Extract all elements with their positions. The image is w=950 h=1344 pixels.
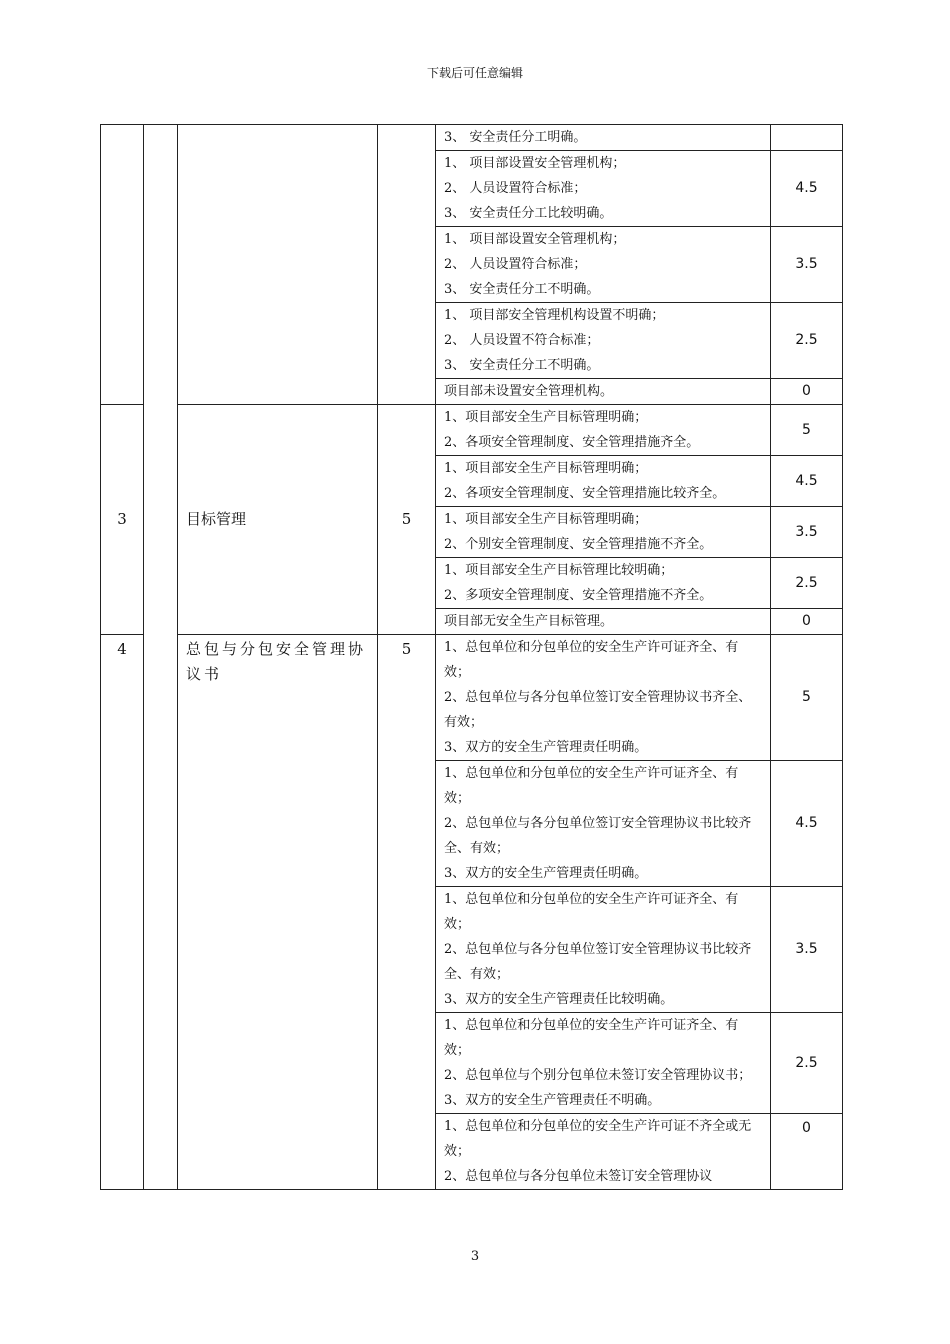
points-cell: 3.5 bbox=[771, 887, 843, 1013]
points-cell: 3.5 bbox=[771, 507, 843, 558]
item-cell bbox=[178, 125, 378, 405]
safety-scoring-table bbox=[100, 124, 843, 1190]
criteria-cell: 1、总包单位和分包单位的安全生产许可证不齐全或无效； 2、总包单位与各分包单位未签订安全管理协议 bbox=[436, 1114, 771, 1190]
item-number: 4 bbox=[101, 635, 144, 1190]
number-cell bbox=[101, 125, 144, 405]
criteria-cell: 1、总包单位和分包单位的安全生产许可证齐全、有效； 2、总包单位与各分包单位签订安全管理协议书比较齐全、有效； 3、双方的安全生产管理责任比较明确。 bbox=[436, 887, 771, 1013]
criteria-cell: 1、项目部安全生产目标管理明确； 2、个别安全管理制度、安全管理措施不齐全。 bbox=[436, 507, 771, 558]
score-cell bbox=[378, 125, 436, 405]
page-header: 下载后可任意编辑 bbox=[426, 66, 523, 80]
criteria-cell: 1、 项目部设置安全管理机构； 2、 人员设置符合标准； 3、 安全责任分工不明确。 bbox=[436, 227, 771, 303]
criteria-cell: 1、总包单位和分包单位的安全生产许可证齐全、有效； 2、总包单位与各分包单位签订安全管理协议书齐全、有效； 3、双方的安全生产管理责任明确。 bbox=[436, 635, 771, 761]
criteria-cell: 1、 项目部设置安全管理机构； 2、 人员设置符合标准； 3、 安全责任分工比较明确。 bbox=[436, 151, 771, 227]
table-row bbox=[101, 125, 843, 151]
points-cell: 2.5 bbox=[771, 303, 843, 379]
points-cell: 2.5 bbox=[771, 1013, 843, 1114]
criteria-cell: 1、项目部安全生产目标管理比较明确； 2、多项安全管理制度、安全管理措施不齐全。 bbox=[436, 558, 771, 609]
criteria-cell: 1、项目部安全生产目标管理明确； 2、各项安全管理制度、安全管理措施齐全。 bbox=[436, 405, 771, 456]
points-cell: 0 bbox=[771, 609, 843, 635]
item-name: 总包与分包安全管理协议书 bbox=[178, 635, 378, 1190]
table-row bbox=[101, 405, 843, 456]
points-cell: 4.5 bbox=[771, 761, 843, 887]
criteria-cell: 项目部无安全生产目标管理。 bbox=[436, 609, 771, 635]
points-cell: 5 bbox=[771, 635, 843, 761]
category-cell bbox=[144, 125, 178, 1190]
criteria-cell: 1、总包单位和分包单位的安全生产许可证齐全、有效； 2、总包单位与个别分包单位未签订安全管理协议书； 3、双方的安全生产管理责任不明确。 bbox=[436, 1013, 771, 1114]
table-row bbox=[101, 635, 843, 761]
item-score: 5 bbox=[378, 405, 436, 635]
points-cell: 0 bbox=[771, 1114, 843, 1190]
criteria-cell: 3、 安全责任分工明确。 bbox=[436, 125, 771, 151]
points-cell: 5 bbox=[771, 405, 843, 456]
points-cell bbox=[771, 125, 843, 151]
points-cell: 4.5 bbox=[771, 151, 843, 227]
item-number: 3 bbox=[101, 405, 144, 635]
points-cell: 3.5 bbox=[771, 227, 843, 303]
page-number: 3 bbox=[470, 1249, 480, 1264]
criteria-cell: 1、项目部安全生产目标管理明确； 2、各项安全管理制度、安全管理措施比较齐全。 bbox=[436, 456, 771, 507]
points-cell: 4.5 bbox=[771, 456, 843, 507]
points-cell: 2.5 bbox=[771, 558, 843, 609]
item-name: 目标管理 bbox=[178, 405, 378, 635]
criteria-cell: 1、总包单位和分包单位的安全生产许可证齐全、有效； 2、总包单位与各分包单位签订安全管理协议书比较齐全、有效； 3、双方的安全生产管理责任明确。 bbox=[436, 761, 771, 887]
criteria-cell: 项目部未设置安全管理机构。 bbox=[436, 379, 771, 405]
item-score: 5 bbox=[378, 635, 436, 1190]
criteria-cell: 1、 项目部安全管理机构设置不明确； 2、 人员设置不符合标准； 3、 安全责任分工不明确。 bbox=[436, 303, 771, 379]
points-cell: 0 bbox=[771, 379, 843, 405]
